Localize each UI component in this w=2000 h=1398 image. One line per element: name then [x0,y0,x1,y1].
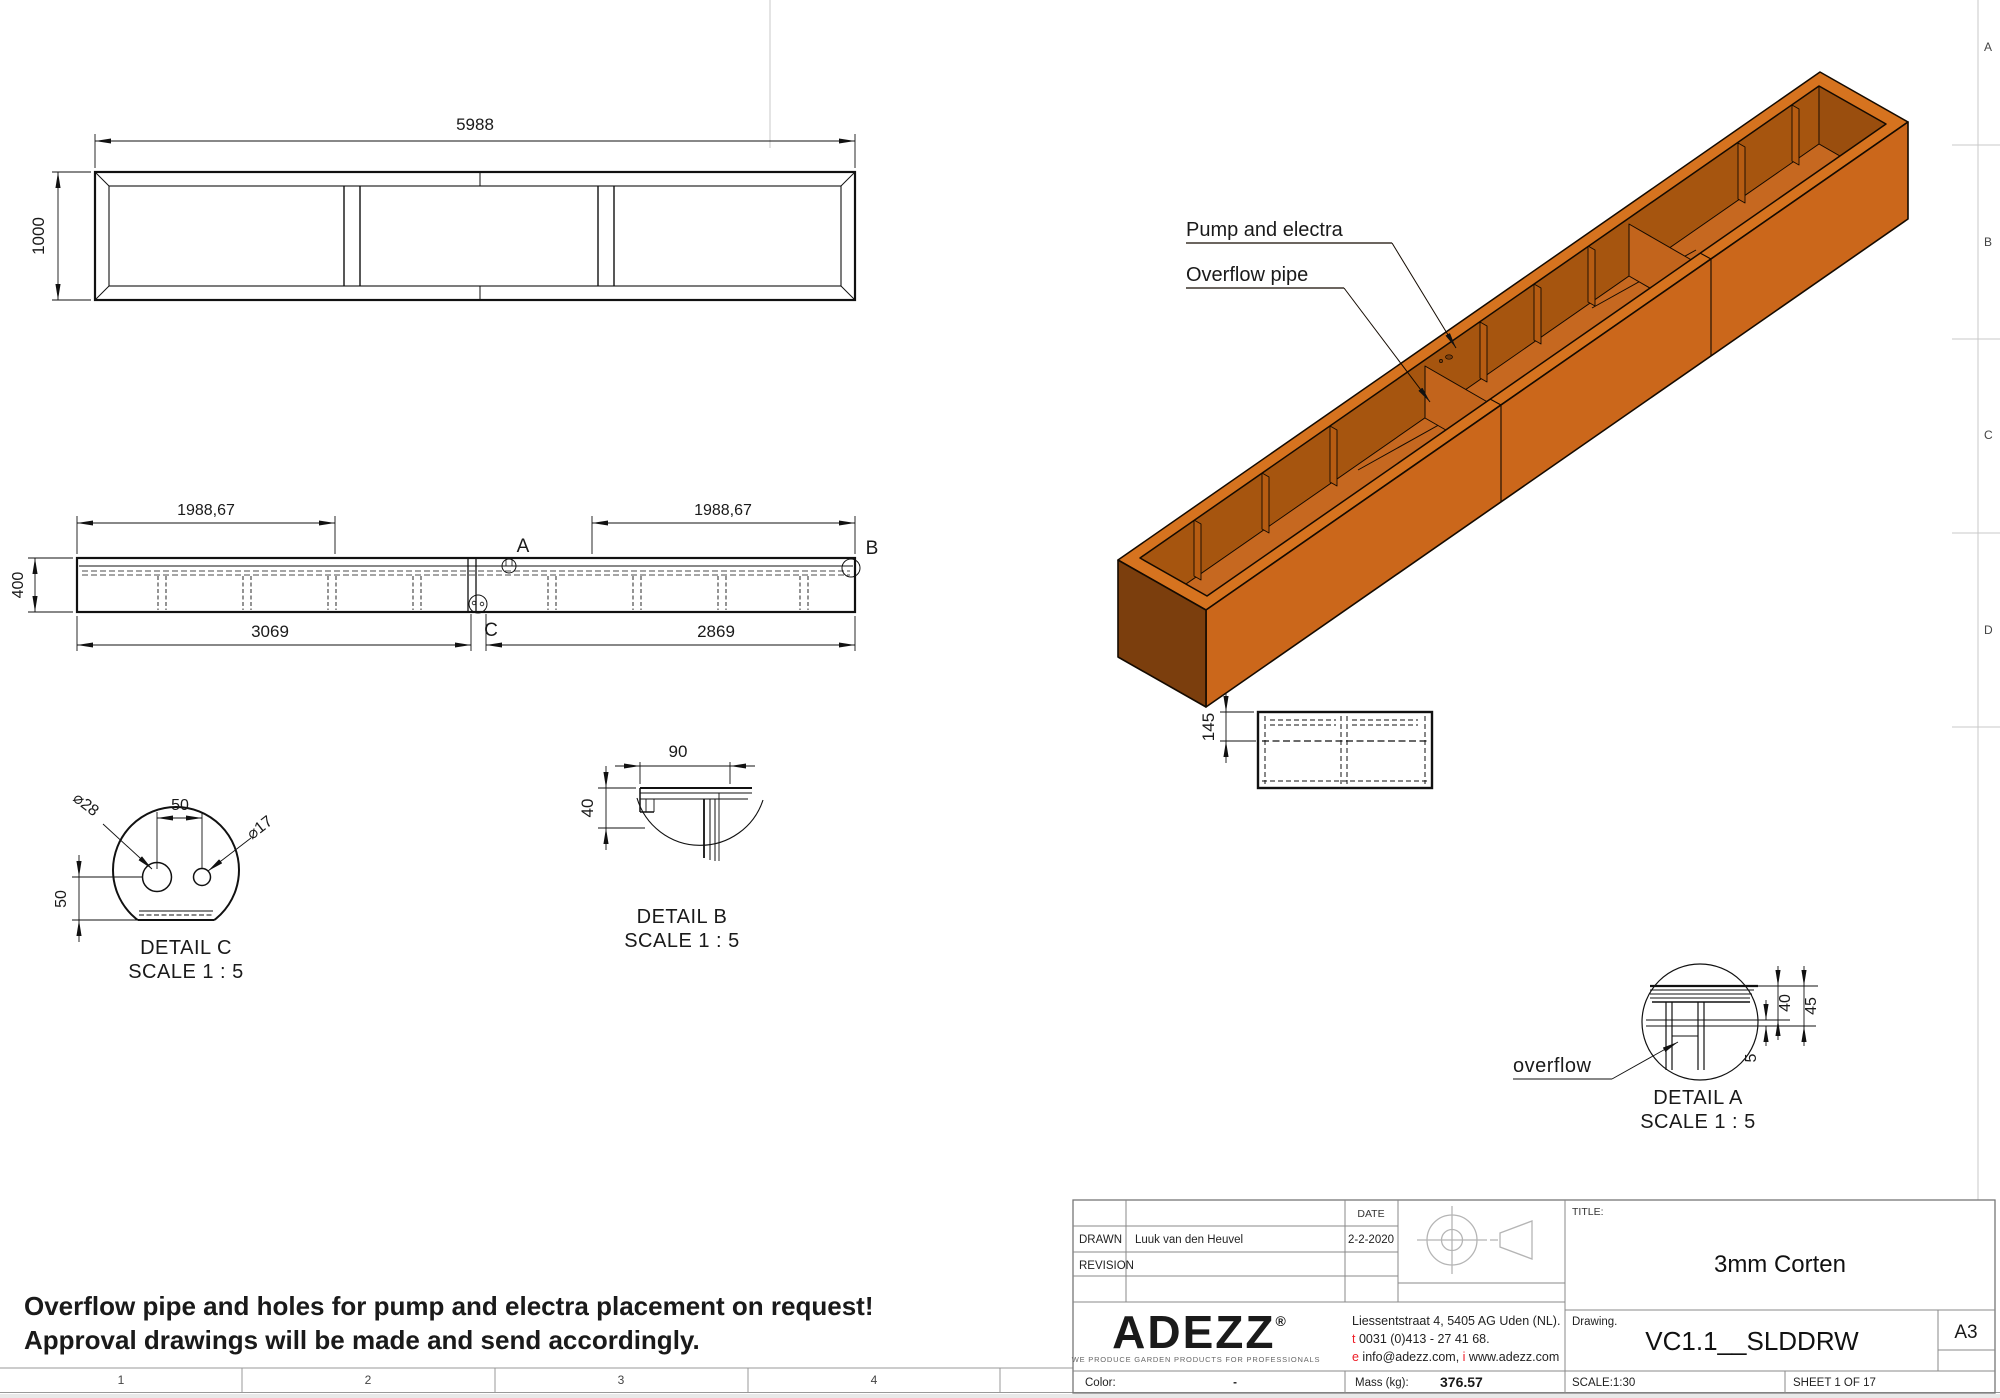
title-value: 3mm Corten [1713,1251,1847,1278]
dim-side-bottom-right: 2869 [697,622,735,641]
callout-label-b: B [865,538,879,559]
dim-detail-b-90: 90 [668,742,688,761]
title-block [1072,1200,1995,1393]
iso-electra-hole [1439,359,1442,362]
detail-b [578,742,763,952]
iso-label-pump: Pump and electra [1186,219,1343,241]
dim-detail-c-50-top: 50 [171,797,189,814]
top-view [29,115,855,300]
iso-pump-hole [1446,355,1453,359]
adezz-tagline: WE PRODUCE GARDEN PRODUCTS FOR PROFESSIONALS [1071,1355,1321,1364]
detail-c-scale: SCALE 1 : 5 [128,961,244,983]
zone-number-3: 3 [617,1373,625,1387]
revision-label: REVISION [1079,1260,1134,1272]
iso-outer-side [1206,122,1908,707]
note-line-2: Approval drawings will be made and send accordingly. [24,1325,700,1355]
callout-circle-c [469,595,487,613]
callout-circle-b [842,559,860,577]
detail-b-scale: SCALE 1 : 5 [624,930,740,952]
zone-letter-a: A [1984,40,1993,54]
detail-b-title: DETAIL B [636,906,728,928]
dim-end-depth: 145 [1199,712,1218,742]
adezz-logo-text: ADEZZ [1112,1306,1276,1358]
drawn-label: DRAWN [1079,1234,1123,1246]
adezz-logo [1112,1306,1288,1358]
dim-top-width: 1000 [29,217,48,255]
dim-detail-a-40: 40 [1777,994,1794,1012]
color-label: Color: [1085,1377,1116,1389]
date-label: DATE [1357,1208,1385,1220]
detail-a-title: DETAIL A [1653,1087,1743,1109]
zone-letter-b: B [1984,235,1993,249]
registered-mark: ® [1275,1313,1288,1329]
dim-side-height: 400 [10,571,27,599]
drawing-value: VC1.1__SLDDRW [1645,1326,1859,1356]
drawing-label: Drawing. [1572,1316,1618,1328]
end-view [1199,690,1432,788]
dim-side-bottom-left: 3069 [251,622,289,641]
dim-detail-a-45: 45 [1803,997,1820,1015]
dim-side-seg-left: 1988,67 [177,502,235,519]
mass-label: Mass (kg): [1355,1377,1409,1389]
detail-c-title: DETAIL C [140,937,232,959]
detail-c [53,790,276,983]
web-value: www.adezz.com [1465,1350,1560,1364]
phone-prefix: t [1352,1332,1356,1346]
zone-numbers [118,1373,878,1387]
address-line2 [1352,1332,1490,1346]
dim-detail-c-dia17: ⌀17 [243,812,277,844]
detail-a-scale: SCALE 1 : 5 [1640,1111,1756,1133]
color-value: - [1233,1377,1237,1389]
detail-c-hole-17 [194,869,211,886]
zone-letter-c: C [1984,428,1993,442]
detail-a-overflow-label: overflow [1513,1055,1592,1077]
iso-label-overflow: Overflow pipe [1186,264,1309,286]
zone-number-1: 1 [117,1373,125,1387]
scale-label: SCALE:1:30 [1572,1377,1636,1389]
dim-top-length: 5988 [456,115,494,134]
note-line-1: Overflow pipe and holes for pump and electra placement on request! [24,1291,874,1321]
detail-a [1513,964,1820,1133]
address-line3 [1352,1350,1559,1364]
title-label: TITLE: [1572,1206,1604,1218]
dim-side-seg-right: 1988,67 [694,502,752,519]
email-prefix: e [1352,1350,1359,1364]
dim-detail-c-50-left: 50 [53,890,70,908]
dim-detail-b-40: 40 [578,798,597,818]
iso-view [1118,72,1908,707]
projection-symbol-icon [1417,1206,1532,1274]
dim-detail-c-dia28: ⌀28 [69,789,102,821]
web-prefix: i [1462,1350,1466,1364]
dim-detail-a-5: 5 [1743,1053,1760,1063]
note [24,1291,874,1355]
side-view [10,502,878,651]
drawn-value: Luuk van den Heuvel [1135,1234,1244,1246]
callout-label-a: A [516,536,530,557]
zone-number-2: 2 [364,1373,372,1387]
address-line1: Liessentstraat 4, 5405 AG Uden (NL). [1352,1314,1561,1328]
sheet-label: SHEET 1 OF 17 [1793,1377,1876,1389]
callout-label-c: C [484,620,498,641]
email-value: info@adezz.com, [1358,1350,1463,1364]
zone-letter-d: D [1984,623,1993,637]
mass-value: 376.57 [1440,1374,1483,1390]
paper-size: A3 [1954,1322,1978,1343]
date-value: 2-2-2020 [1347,1234,1395,1246]
zone-number-4: 4 [870,1373,878,1387]
phone-value: 0031 (0)413 - 27 41 68. [1355,1332,1490,1346]
